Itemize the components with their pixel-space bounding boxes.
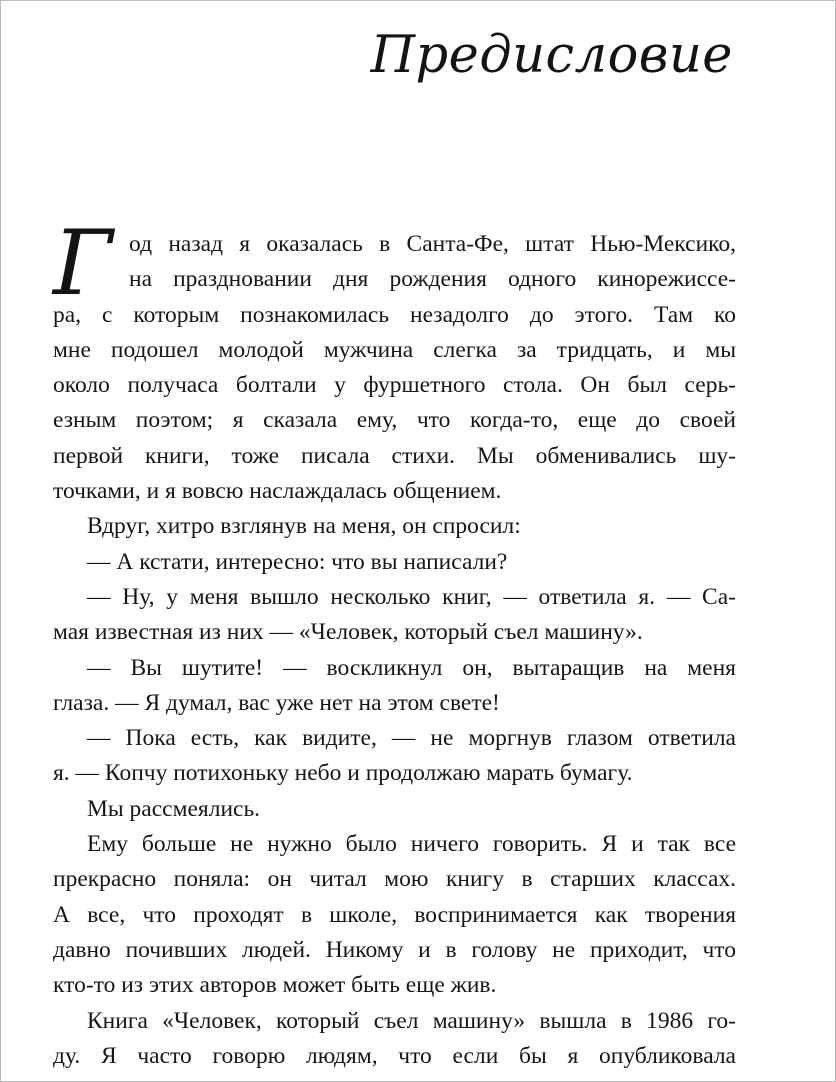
- paragraph-first-line: — А кстати, интересно: что вы написали?: [87, 548, 508, 575]
- body-text: [53, 211, 736, 1074]
- paragraph-line: А все, что проходят в школе, воспринимается как творения: [53, 901, 736, 928]
- paragraph-first-line: Книга «Человек, который съел машину» вышла в 1986 го-: [87, 1007, 736, 1034]
- paragraph-line: на праздновании дня рождения одного кинорежиссе-: [129, 266, 736, 293]
- paragraph-first-line: од назад я оказалась в Санта-Фе, штат Нью-Мексико,: [129, 231, 736, 257]
- paragraph-line: кто-то из этих авторов может быть еще жив.: [53, 972, 497, 999]
- paragraph-first-line: Мы рассмеялись.: [87, 795, 261, 822]
- paragraph-line: мая известная из них — «Человек, который съел машину».: [53, 619, 643, 646]
- paragraph-line: мне подошел молодой мужчина слегка за тридцать, и мы: [53, 336, 736, 363]
- paragraph-line: глаза. — Я думал, вас уже нет на этом свете!: [53, 689, 500, 716]
- paragraph-line: давно почивших людей. Никому и в голову не приходит, что: [53, 936, 736, 963]
- paragraph-first-line: Ему больше не нужно было ничего говорить. Я и так все: [87, 831, 736, 858]
- paragraph-line: около получаса болтали у фуршетного стола. Он был серь-: [53, 372, 736, 399]
- paragraph-line: первой книги, тоже писала стихи. Мы обменивались шу-: [53, 442, 736, 469]
- paragraph-first-line: — Пока есть, как видите, — не моргнув глазом ответила: [87, 725, 736, 752]
- paragraph-line: прекрасно поняла: он читал мою книгу в старших классах.: [53, 866, 736, 893]
- chapter-title: Предисловие: [370, 26, 733, 85]
- paragraph-line: я. — Копчу потихоньку небо и продолжаю марать бумагу.: [53, 760, 633, 787]
- paragraph-first-line: Вдруг, хитро взглянув на меня, он спросил:: [87, 513, 521, 540]
- paragraph-line: езным поэтом; я сказала ему, что когда-то, еще до своей: [53, 407, 736, 434]
- paragraph-first-line: — Ну, у меня вышло несколько книг, — ответила я. — Са-: [87, 583, 736, 610]
- paragraph-first-line: — Вы шутите! — воскликнул он, вытаращив на меня: [87, 654, 736, 681]
- drop-cap: Г: [53, 211, 113, 316]
- paragraph-line: ду. Я часто говорю людям, что если бы я опубликовала: [53, 1042, 736, 1069]
- paragraph-line: ра, с которым познакомилась незадолго до этого. Там ко: [53, 301, 736, 328]
- paragraph-line: точками, и я вовсю наслаждалась общением.: [53, 478, 502, 505]
